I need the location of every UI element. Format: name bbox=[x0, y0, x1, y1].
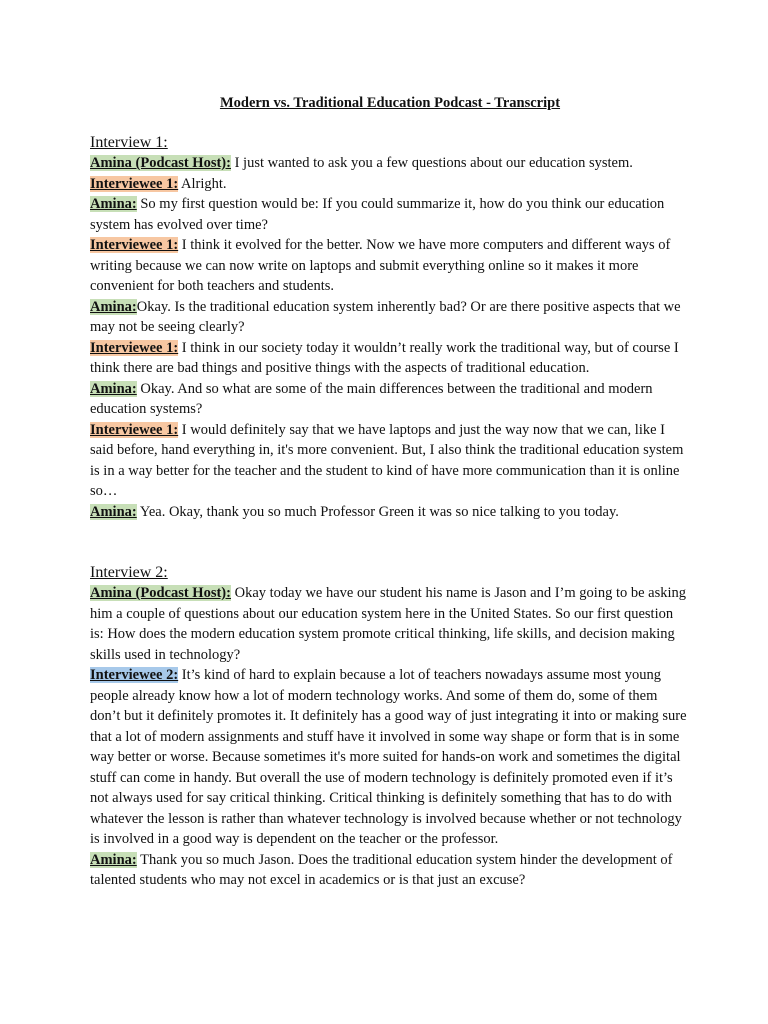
interview-2-heading: Interview 2: bbox=[90, 564, 168, 581]
transcript-line bbox=[90, 153, 690, 174]
transcript-line bbox=[90, 338, 690, 379]
speaker-label-host: Amina (Podcast Host): bbox=[90, 585, 231, 601]
line-text: I just wanted to ask you a few questions about our education system. bbox=[230, 155, 633, 171]
transcript-line bbox=[90, 379, 690, 420]
speaker-label-amina: Amina: bbox=[90, 196, 137, 212]
line-text: I would definitely say that we have laptops and just the way now that we can, like I said before, hand everything in, it's more convenient. But, I also think the traditional education system is in a way better for the teacher and the student to kind of have more communication than it is online so… bbox=[90, 421, 684, 499]
line-text: It’s kind of hard to explain because a lot of teachers nowadays assume most young people already know how a lot of modern technology works. And some of them do, some of them don’t but it definitely promotes it. It definitely has a good way of just integrating it into or making sure that a lot of modern assignments and stuff have it involved in some way shape or form that is in some way better or worse. Because sometimes it's more suited for hands-on work and sometimes the digital stuff can come in handy. But overall the use of modern technology is definitely promoted even if it’s not always used for say critical thinking. Critical thinking is definitely something that has to do with whatever the lesson is rather than whatever technology is involved because whether or not technology is involved in a good way is dependent on the teacher or the professor. bbox=[90, 667, 687, 847]
line-text: Okay today we have our student his name is Jason and I’m going to be asking him a couple of questions about our education system here in the United States. So our first question is: How does the modern education system promote critical thinking, life skills, and decision making skills used in technology? bbox=[90, 585, 687, 663]
interview-1-heading: Interview 1: bbox=[90, 134, 168, 151]
speaker-label-amina: Amina: bbox=[90, 298, 137, 315]
speaker-label-interviewee-1: Interviewee 1: bbox=[90, 175, 179, 192]
transcript-line bbox=[90, 583, 690, 665]
line-text: So my first question would be: If you could summarize it, how do you think our education system has evolved over time? bbox=[90, 196, 665, 233]
line-text: I think in our society today it wouldn’t really work the traditional way, but of course I think there are bad things and positive things with the aspects of traditional education. bbox=[90, 339, 679, 376]
interview-2-section bbox=[90, 563, 690, 891]
interview-1-section bbox=[90, 133, 690, 522]
transcript-line bbox=[90, 235, 690, 297]
speaker-label-interviewee-2: Interviewee 2: bbox=[90, 667, 179, 683]
speaker-label-interviewee-1: Interviewee 1: bbox=[90, 339, 179, 356]
transcript-line bbox=[90, 420, 690, 502]
speaker-label-interviewee-1: Interviewee 1: bbox=[90, 237, 179, 253]
line-text: Alright. bbox=[178, 175, 227, 192]
document-title: Modern vs. Traditional Education Podcast - Transcript bbox=[219, 95, 561, 111]
transcript-document bbox=[90, 93, 690, 891]
speaker-label-host: Amina (Podcast Host): bbox=[90, 155, 231, 171]
speaker-label-interviewee-1: Interviewee 1: bbox=[90, 421, 179, 438]
line-text: Yea. Okay, thank you so much Professor Green it was so nice talking to you today. bbox=[136, 503, 619, 520]
transcript-line bbox=[90, 297, 690, 338]
line-text: Okay. And so what are some of the main differences between the traditional and modern education systems? bbox=[90, 380, 653, 417]
transcript-line bbox=[90, 174, 690, 195]
speaker-label-amina: Amina: bbox=[90, 380, 137, 397]
line-text: Thank you so much Jason. Does the traditional education system hinder the development of talented students who may not excel in academics or is that just an excuse? bbox=[90, 851, 673, 888]
section-spacer bbox=[90, 522, 690, 563]
line-text: I think it evolved for the better. Now we have more computers and different ways of writing because we can now write on laptops and submit everything online so it makes it more convenient for both teachers and students. bbox=[90, 237, 671, 294]
speaker-label-amina: Amina: bbox=[90, 503, 137, 520]
transcript-line bbox=[90, 665, 690, 850]
transcript-line bbox=[90, 502, 690, 523]
transcript-line bbox=[90, 850, 690, 891]
transcript-line bbox=[90, 194, 690, 235]
line-text: Okay. Is the traditional education system inherently bad? Or are there positive aspects that we may not be seeing clearly? bbox=[90, 298, 681, 335]
speaker-label-amina: Amina: bbox=[90, 851, 137, 868]
